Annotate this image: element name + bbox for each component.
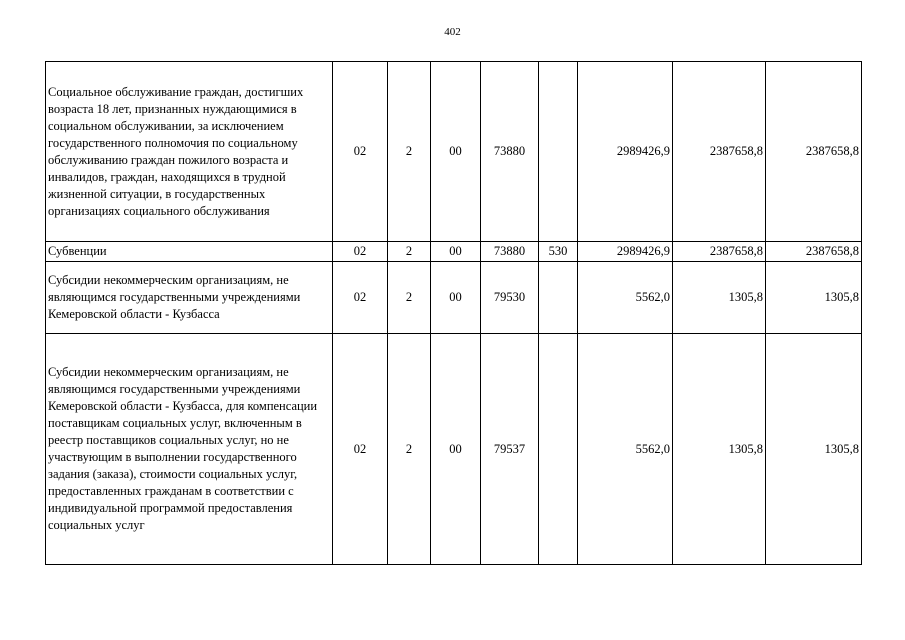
code-cell: 02 xyxy=(333,262,388,334)
amount-cell: 2989426,9 xyxy=(578,62,673,242)
row-name-cell: Субсидии некоммерческим организациям, не являющимся государственными учреждениями Кемеровской области - Кузбасса, для компенсации поставщикам социальных услуг, включенным в реестр поставщиков социальных услуг, но не участвующим в выполнении государственного задания (заказа), стоимости социальных услуг, предоставленных гражданам в соответствии с индивидуальной программой предоставления социальных услуг xyxy=(46,334,333,565)
table-row xyxy=(46,262,862,334)
code-cell: 2 xyxy=(388,62,431,242)
row-name-cell: Социальное обслуживание граждан, достигших возраста 18 лет, признанных нуждающимися в социальном обслуживании, за исключением государственного полномочия по социальному обслуживанию граждан пожилого возраста и инвалидов, граждан, находящихся в трудной жизненной ситуации, в государственных организациях социального обслуживания xyxy=(46,62,333,242)
row-name-cell: Субвенции xyxy=(46,242,333,262)
amount-cell: 2387658,8 xyxy=(766,242,862,262)
code-cell: 79530 xyxy=(481,262,539,334)
code-cell: 530 xyxy=(539,242,578,262)
code-cell xyxy=(539,62,578,242)
amount-cell: 1305,8 xyxy=(766,262,862,334)
table-row xyxy=(46,334,862,565)
code-cell: 2 xyxy=(388,262,431,334)
amount-cell: 5562,0 xyxy=(578,334,673,565)
amount-cell: 1305,8 xyxy=(766,334,862,565)
code-cell xyxy=(539,262,578,334)
code-cell: 02 xyxy=(333,334,388,565)
code-cell: 2 xyxy=(388,242,431,262)
code-cell: 02 xyxy=(333,62,388,242)
amount-cell: 2387658,8 xyxy=(673,242,766,262)
code-cell xyxy=(539,334,578,565)
code-cell: 00 xyxy=(431,334,481,565)
code-cell: 2 xyxy=(388,334,431,565)
amount-cell: 2387658,8 xyxy=(673,62,766,242)
table-row xyxy=(46,242,862,262)
code-cell: 73880 xyxy=(481,242,539,262)
code-cell: 02 xyxy=(333,242,388,262)
amount-cell: 2387658,8 xyxy=(766,62,862,242)
code-cell: 00 xyxy=(431,62,481,242)
code-cell: 73880 xyxy=(481,62,539,242)
amount-cell: 2989426,9 xyxy=(578,242,673,262)
code-cell: 00 xyxy=(431,242,481,262)
amount-cell: 1305,8 xyxy=(673,262,766,334)
amount-cell: 5562,0 xyxy=(578,262,673,334)
amount-cell: 1305,8 xyxy=(673,334,766,565)
page-number: 402 xyxy=(444,26,461,38)
table-row xyxy=(46,62,862,242)
code-cell: 00 xyxy=(431,262,481,334)
row-name-cell: Субсидии некоммерческим организациям, не являющимся государственными учреждениями Кемеровской области - Кузбасса xyxy=(46,262,333,334)
budget-table xyxy=(45,61,862,565)
code-cell: 79537 xyxy=(481,334,539,565)
